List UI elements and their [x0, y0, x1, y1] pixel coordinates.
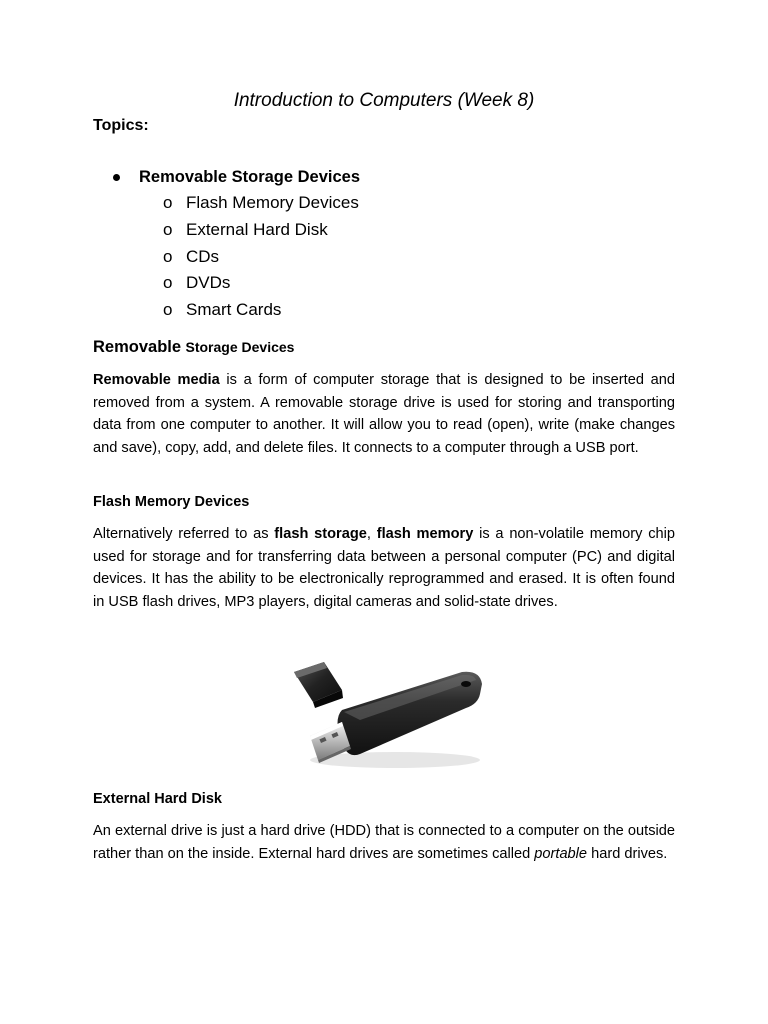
paragraph-removable-media: Removable media is a form of computer storage that is designed to be inserted and removed from a system. A removable storage drive is used for storing and transporting data from one computer to another. It will allow you to read (open), write (make changes and save), copy, add, and delete files. It connects to a computer through a USB port. [93, 372, 675, 456]
circle-bullet-icon: o [163, 193, 173, 212]
usb-cap [294, 662, 343, 708]
page-title: Introduction to Computers (Week 8) [233, 90, 535, 111]
list-item: o Flash Memory Devices [163, 190, 359, 217]
topics-label: Topics: [93, 117, 149, 134]
paragraph-external-hdd: An external drive is just a hard drive (HDD) that is connected to a computer on the outside rather than on the inside. External hard drives are sometimes called portable hard drives. [93, 823, 675, 862]
topic-sub-list [163, 190, 359, 324]
usb-flash-drive-image [280, 650, 490, 775]
paragraph-flash-memory: Alternatively referred to as flash storage, flash memory is a non-volatile memory chip used for storage and for transferring data between a personal computer (PC) and digital devices. It has the ability to be electronically reprogrammed and erased. It is often found in USB flash drives, MP3 players, digital cameras and solid-state drives. [93, 526, 675, 610]
circle-bullet-icon: o [163, 219, 173, 239]
circle-bullet-icon: o [163, 246, 173, 266]
list-item: o External Hard Disk [163, 217, 359, 244]
topic-main-item [113, 165, 360, 189]
list-item: o Smart Cards [163, 297, 359, 324]
usb-body [338, 672, 483, 755]
topic-main-label: Removable Storage Devices [139, 168, 361, 186]
section-heading-removable: Removable Storage Devices [93, 338, 295, 356]
bullet-icon [113, 174, 120, 181]
section-heading-flash: Flash Memory Devices [93, 494, 250, 510]
circle-bullet-icon: o [163, 300, 173, 320]
list-item: o DVDs [163, 270, 359, 297]
section-heading-hdd: External Hard Disk [93, 791, 222, 807]
circle-bullet-icon: o [163, 273, 173, 293]
list-item: o CDs [163, 244, 359, 271]
